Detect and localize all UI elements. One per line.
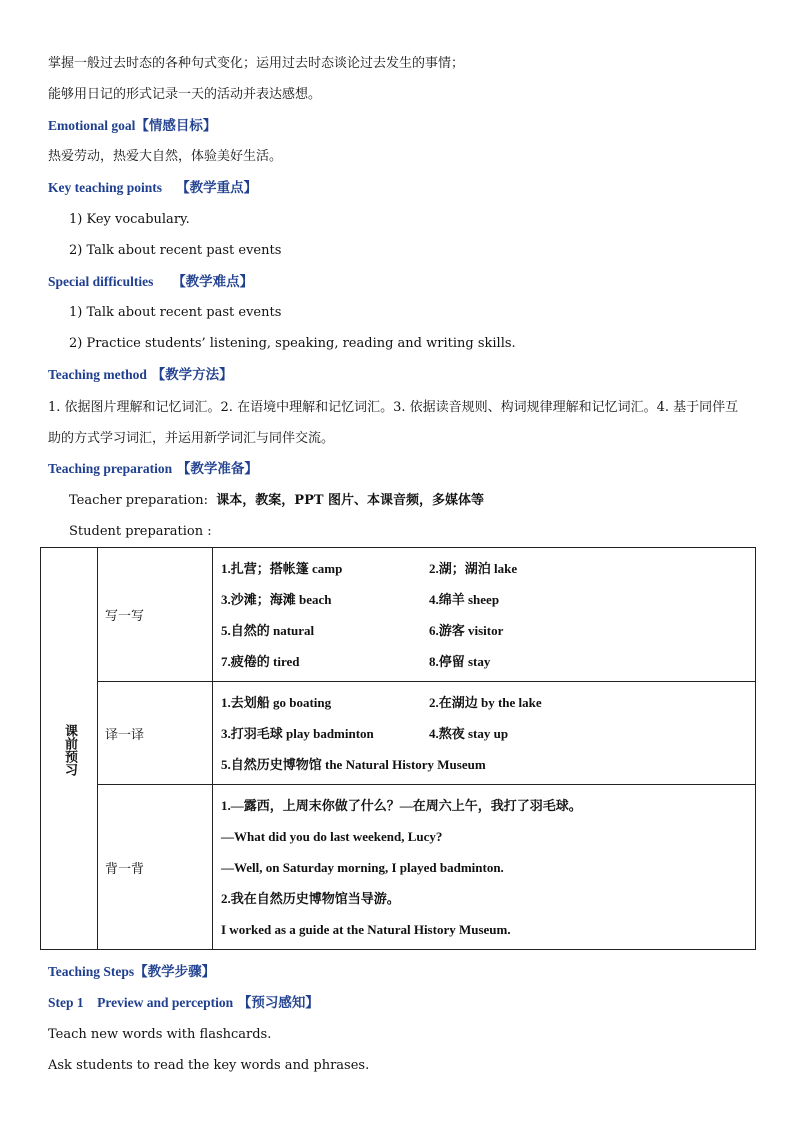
category-translate: 译一译 [98,682,213,785]
preview-side-label: 课前预习 [62,723,77,776]
step1-line: Teach new words with flashcards. [48,1027,272,1042]
phrase-row: 3.打羽毛球 play badminton 4.熬夜 stay up [221,726,509,741]
key-point-item: 1) Key vocabulary. [69,212,190,227]
intro-line-2: 能够用日记的形式记录一天的活动并表达感想。 [48,87,322,102]
sentence-row: 1.—露西，上周末你做了什么？—在周六上午，我打了羽毛球。 [221,798,582,813]
sentence-row: —Well, on Saturday morning, I played badminton. [221,860,504,875]
steps-heading: Teaching Steps【教学步骤】 [48,964,216,980]
vocab-row: 3.沙滩；海滩 beach 4.绵羊 sheep [221,592,500,607]
preparation-heading: Teaching preparation 【教学准备】 [48,461,258,477]
phrase-row: 5.自然历史博物馆 the Natural History Museum [221,757,486,772]
step1-line: Ask students to read the key words and phrases. [48,1058,370,1073]
recite-content [213,785,756,950]
emotional-goal-text: 热爱劳动，热爱大自然，体验美好生活。 [48,149,283,164]
sentence-row: I worked as a guide at the Natural History Museum. [221,922,511,937]
difficulty-item: 2) Practice students’ listening, speaking, reading and writing skills. [69,336,516,351]
category-recite: 背一背 [98,785,213,950]
student-preparation-label: Student preparation : [69,524,212,539]
key-point-item: 2) Talk about recent past events [69,243,282,258]
write-content [213,548,756,682]
method-text: 1. 依据图片理解和记忆词汇。2. 在语境中理解和记忆词汇。3. 依据读音规则、构词规律理解和记忆词汇。4. 基于同伴互助的方式学习词汇，并运用新学词汇与同伴交流。 [48,400,739,446]
intro-line-1: 掌握一般过去时态的各种句式变化；运用过去时态谈论过去发生的事情； [48,56,465,71]
sentence-row: 2.我在自然历史博物馆当导游。 [221,891,400,906]
sentence-row: —What did you do last weekend, Lucy? [221,829,443,844]
teacher-preparation: Teacher preparation: 课本，教案，PPT 图片、本课音频，多媒体等 [69,493,485,508]
translate-content [213,682,756,785]
vocab-row: 5.自然的 natural 6.游客 visitor [221,623,504,638]
key-points-heading: Key teaching points 【教学重点】 [48,180,258,196]
difficulty-item: 1) Talk about recent past events [69,305,282,320]
preview-table [40,547,756,950]
preview-side-cell [41,548,98,950]
category-write: 写一写 [98,548,213,682]
emotional-goal-heading: Emotional goal【情感目标】 [48,118,217,134]
method-heading: Teaching method 【教学方法】 [48,367,233,383]
difficulties-heading: Special difficulties 【教学难点】 [48,274,254,290]
phrase-row: 1.去划船 go boating 2.在湖边 by the lake [221,695,542,710]
vocab-row: 1.扎营；搭帐篷 camp 2.湖；湖泊 lake [221,561,518,576]
step1-heading: Step 1 Preview and perception 【预习感知】 [48,995,319,1011]
vocab-row: 7.疲倦的 tired 8.停留 stay [221,654,491,669]
